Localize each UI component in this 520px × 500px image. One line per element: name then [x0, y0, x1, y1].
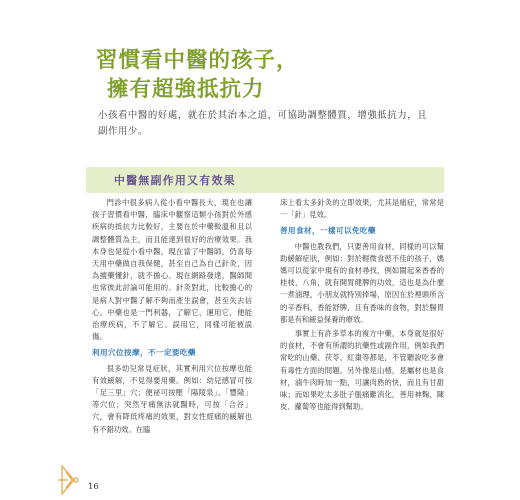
right-column [280, 197, 444, 415]
page-title [96, 46, 456, 104]
title-line-2: 擁有超強抵抗力 [107, 77, 265, 102]
subheading-acupressure: 利用穴位按摩，不一定要吃藥 [92, 348, 196, 358]
section-heading: 中醫無副作用又有效果 [114, 174, 236, 187]
body-paragraph: 門診中很多病人從小看中醫長大，現在也讓孩子習慣看中醫，臨床中觀察這類小孩對於外感疾病的抵抗力比較好，主要在於中藥較溫和且以調整體質為主，而且能達到很好的治療效果。我本身也是從小看中醫，現在當了中醫師，仍喜每天用中藥做自我保健，甚至自己為自己針灸，因為擅藥懂針，就不擔心。現在網路發達，醫師間也常彼此討論可能用的。針灸對此，比較擔心的是病人對中醫了解不夠而產生誤會，甚至失去信心。中藥也是一門利器，了解它、運用它，便能治療疾病，不了解它、誤用它，同樣可能被誤傷。 [92, 198, 252, 342]
body-paragraph: 事實上有許多草本的複方中藥，本身就是很好的食材，不會有所謂的抗藥性或副作用，例如我們常吃的山藥、茯苓、紅棗等都是，不管聽說吃多會有毒性方面的問題。另外像是山楂，是屬材也是食材，滷牛肉時加一點，可讓肉熟的快，而且有甘甜味；而如果吃太多肚子脹痛難消化，善用神麴、陳皮、蘿蔔等也能得到幫助。 [280, 329, 444, 412]
title-line-1: 習慣看中醫的孩子， [96, 48, 299, 73]
subheading-food-ingredients: 善用食材，一樣可以免吃藥 [280, 226, 376, 236]
lead-paragraph: 小孩看中醫的好處，就在於其治本之道，可協助調整體質，增強抵抗力，且副作用少。 [98, 110, 428, 137]
left-column [92, 197, 252, 438]
body-paragraph: 很多幼兒常見症狀，其實利用穴位按摩也能有效緩解，不見得要用藥。例如：幼兒感冒可按「足三里」穴；便祕可按壓「陽陵泉」、「豐隆」等穴位；突然牙痛無法就醫時，可按「合谷」穴，會有降低疼痛的效果，對女性經痛的緩解也有不錯功效。在臨 [92, 363, 252, 434]
page-corner-ornament-icon [54, 462, 90, 498]
body-paragraph-continued: 床上看太多針灸的立即效果，尤其是痛症，常常是一「針」見效。 [280, 198, 444, 220]
body-paragraph: 中醫也教我們，只要善用食材，同樣的可以幫助緩解症狀，例如：對於輕微食慾不佳的孩子，媽媽可以從家中現有的食材尋找，例如閩起來香香的桂枝、八角，就有開胃健脾的功效，這也是為什麼一煮滷理，小朋友就特別捧場，原因在於裡頭所含的辛香料，香能舒脾，且有香味的食物，對於腸胃都是有和緩益保養的療效。 [280, 241, 444, 324]
page-number: 16 [88, 482, 99, 492]
